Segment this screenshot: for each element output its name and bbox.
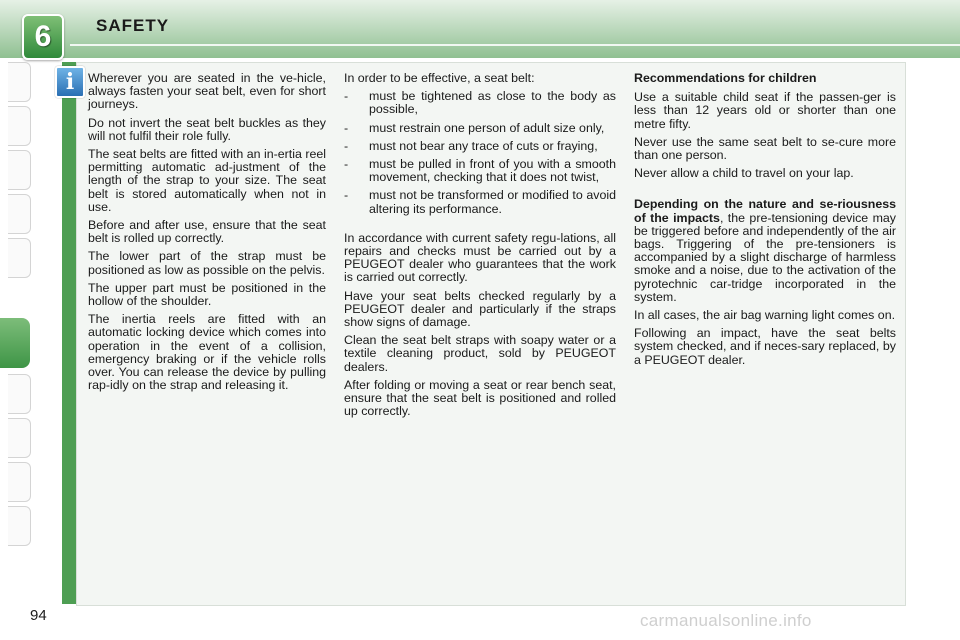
list-item-text: must not bear any trace of cuts or fraying, — [369, 138, 598, 153]
watermark: carmanualsonline.info — [640, 611, 812, 630]
bullet-dash: - — [344, 89, 349, 104]
list-item-text: must not be transformed or modified to avoid altering its performance. — [369, 188, 616, 216]
list-item — [344, 140, 616, 153]
paragraph: Never use the same seat belt to se-cure more than one person. — [634, 134, 896, 163]
chapter-number: 6 — [34, 20, 52, 53]
paragraph: The lower part of the strap must be positioned as low as possible on the pelvis. — [88, 249, 326, 277]
bullet-dash: - — [344, 138, 349, 153]
paragraph: Never allow a child to travel on your lap. — [634, 166, 854, 181]
list-item — [344, 122, 616, 135]
chapter-tab[interactable] — [8, 150, 31, 190]
chapter-tab[interactable] — [8, 238, 31, 278]
list-item — [344, 158, 616, 184]
chapter-tab[interactable] — [8, 374, 31, 414]
paragraph: Have your seat belts checked regularly by a PEUGEOT dealer and particularly if the straps show signs of damage. — [344, 288, 616, 330]
paragraph: In accordance with current safety regu-lations, all repairs and checks must be carried out by a PEUGEOT dealer who guarantees that the work is carried out correctly. — [344, 230, 616, 285]
pretensioner-emphasis: Depending on the nature and se-riousness of the impacts — [634, 197, 896, 225]
chapter-tabs — [0, 62, 34, 582]
requirements-list — [344, 90, 616, 216]
paragraph: Before and after use, ensure that the seat belt is rolled up correctly. — [88, 218, 326, 246]
paragraph: The inertia reels are fitted with an automatic locking device which comes into operation in the event of a collision, emergency braking or if the vehicle rolls over. You can release the device by pulling rap-idly on the strap and releasing it. — [88, 312, 326, 393]
column-seat-belt-usage — [88, 72, 326, 397]
list-item — [344, 189, 616, 215]
paragraph: Following an impact, have the seat belts system checked, and if neces-sary replaced, by a PEUGEOT dealer. — [634, 326, 896, 367]
chapter-badge[interactable] — [22, 14, 64, 60]
pretensioner-text: , the pre-tensioning device may be triggered before and independently of the air bags. Triggering of the pre-tensioners is accompanied by a slight discharge of harmless smoke and a noise, due to the activation of the pyrotechnic car-tridge incorporated in the system. — [634, 210, 896, 304]
chapter-tab[interactable] — [8, 462, 31, 502]
paragraph: The seat belts are fitted with an in-ertia reel permitting automatic ad-justment of the length of the strap to your size. The seat belt is stored automatically when not in use. — [88, 147, 326, 214]
bullet-dash: - — [344, 120, 349, 135]
paragraph: Do not invert the seat belt buckles as they will not fulfil their role fully. — [88, 115, 326, 143]
paragraph: Clean the seat belt straps with soapy water or a textile cleaning product, sold by PEUGEOT dealers. — [344, 333, 616, 374]
paragraph: In all cases, the air bag warning light comes on. — [634, 308, 896, 323]
list-item-text: must be pulled in front of you with a smooth movement, checking that it does not twist, — [369, 157, 616, 185]
header-divider — [70, 44, 960, 46]
page-title: SAFETY — [96, 16, 170, 35]
column-children-and-pretensioners — [634, 72, 896, 372]
page-number: 94 — [30, 607, 47, 624]
intro-text: In order to be effective, a seat belt: — [344, 71, 535, 85]
chapter-tab[interactable] — [8, 418, 31, 458]
info-glyph: i — [65, 69, 75, 95]
bullet-dash: - — [344, 188, 349, 203]
chapter-tab[interactable] — [8, 194, 31, 234]
info-icon — [55, 66, 85, 98]
bullet-dash: - — [344, 157, 349, 172]
paragraph: After folding or moving a seat or rear bench seat, ensure that the seat belt is positioned and rolled up correctly. — [344, 377, 616, 419]
chapter-tab-active[interactable] — [0, 318, 30, 368]
paragraph: The upper part must be positioned in the hollow of the shoulder. — [88, 280, 326, 309]
pretensioner-paragraph — [634, 198, 896, 304]
column-seat-belt-requirements — [344, 72, 616, 423]
chapter-tab[interactable] — [8, 506, 31, 546]
section-heading: Recommendations for children — [634, 71, 817, 85]
info-bar — [62, 62, 76, 604]
chapter-tab[interactable] — [8, 106, 31, 146]
list-item-text: must restrain one person of adult size only, — [369, 120, 605, 135]
paragraph: Wherever you are seated in the ve-hicle, always fasten your seat belt, even for short journeys. — [88, 71, 326, 112]
chapter-tab[interactable] — [8, 62, 31, 102]
list-item-text: must be tightened as close to the body as possible, — [369, 89, 616, 117]
list-item — [344, 90, 616, 116]
paragraph: Use a suitable child seat if the passen-ger is less than 12 years old or shorter than one metre fifty. — [634, 90, 896, 131]
